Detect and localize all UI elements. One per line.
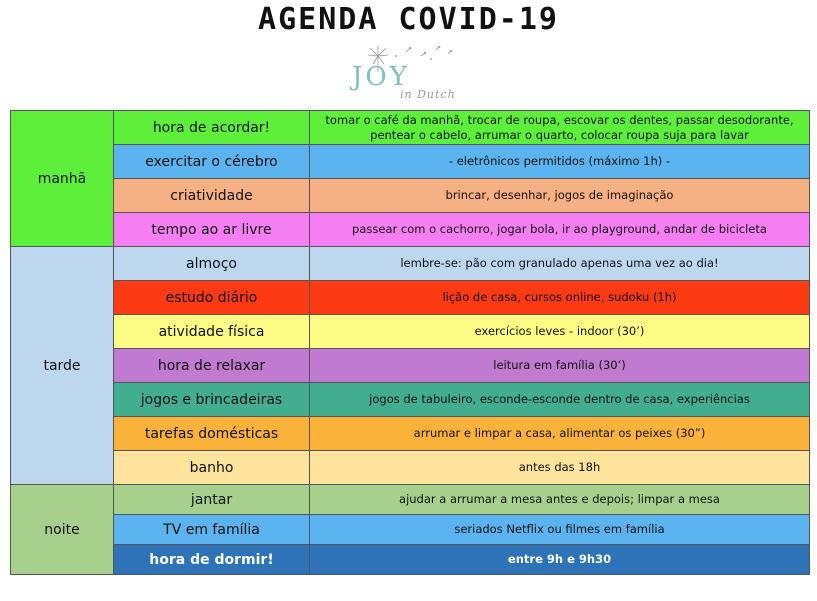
activity-cell: jantar — [114, 485, 310, 515]
activity-cell: estudo diário — [114, 281, 310, 315]
period-cell: tarde — [11, 247, 114, 485]
detail-cell: lembre-se: pão com granulado apenas uma vez ao dia! — [310, 247, 810, 281]
activity-cell: atividade física — [114, 315, 310, 349]
table-row — [11, 145, 810, 179]
logo-subtitle: in Dutch — [400, 88, 456, 101]
table-row — [11, 349, 810, 383]
detail-cell: entre 9h e 9h30 — [310, 545, 810, 575]
table-row — [11, 179, 810, 213]
detail-cell: antes das 18h — [310, 451, 810, 485]
activity-cell: criatividade — [114, 179, 310, 213]
logo — [346, 44, 476, 108]
detail-cell: leitura em família (30’) — [310, 349, 810, 383]
table-row — [11, 213, 810, 247]
activity-cell: jogos e brincadeiras — [114, 383, 310, 417]
detail-cell: passear com o cachorro, jogar bola, ir ao playground, andar de bicicleta — [310, 213, 810, 247]
table-row — [11, 451, 810, 485]
activity-cell: tarefas domésticas — [114, 417, 310, 451]
table-row — [11, 485, 810, 515]
table-row — [11, 383, 810, 417]
detail-cell: ajudar a arrumar a mesa antes e depois; limpar a mesa — [310, 485, 810, 515]
table-row — [11, 111, 810, 145]
detail-cell: lição de casa, cursos online, sudoku (1h) — [310, 281, 810, 315]
detail-cell: brincar, desenhar, jogos de imaginação — [310, 179, 810, 213]
activity-cell: almoço — [114, 247, 310, 281]
table-row — [11, 315, 810, 349]
activity-cell: TV em família — [114, 515, 310, 545]
detail-cell: - eletrônicos permitidos (máximo 1h) - — [310, 145, 810, 179]
table-row — [11, 545, 810, 575]
activity-cell: exercitar o cérebro — [114, 145, 310, 179]
period-cell: manhã — [11, 111, 114, 247]
period-cell: noite — [11, 485, 114, 575]
detail-cell: jogos de tabuleiro, esconde-esconde dentro de casa, experiências — [310, 383, 810, 417]
activity-cell: hora de relaxar — [114, 349, 310, 383]
table-row — [11, 281, 810, 315]
detail-cell: tomar o café da manhã, trocar de roupa, escovar os dentes, passar desodorante, pentear o cabelo, arrumar o quarto, colocar roupa suja para lavar — [310, 111, 810, 145]
agenda-table — [10, 110, 810, 575]
detail-cell: arrumar e limpar a casa, alimentar os peixes (30”) — [310, 417, 810, 451]
logo-wordmark: JOY — [352, 62, 410, 92]
page-title: AGENDA COVID-19 — [258, 2, 559, 37]
activity-cell: hora de dormir! — [114, 545, 310, 575]
activity-cell: hora de acordar! — [114, 111, 310, 145]
table-row — [11, 417, 810, 451]
detail-cell: seriados Netflix ou filmes em família — [310, 515, 810, 545]
detail-cell: exercícios leves - indoor (30’) — [310, 315, 810, 349]
table-row — [11, 247, 810, 281]
activity-cell: tempo ao ar livre — [114, 213, 310, 247]
activity-cell: banho — [114, 451, 310, 485]
table-row — [11, 515, 810, 545]
